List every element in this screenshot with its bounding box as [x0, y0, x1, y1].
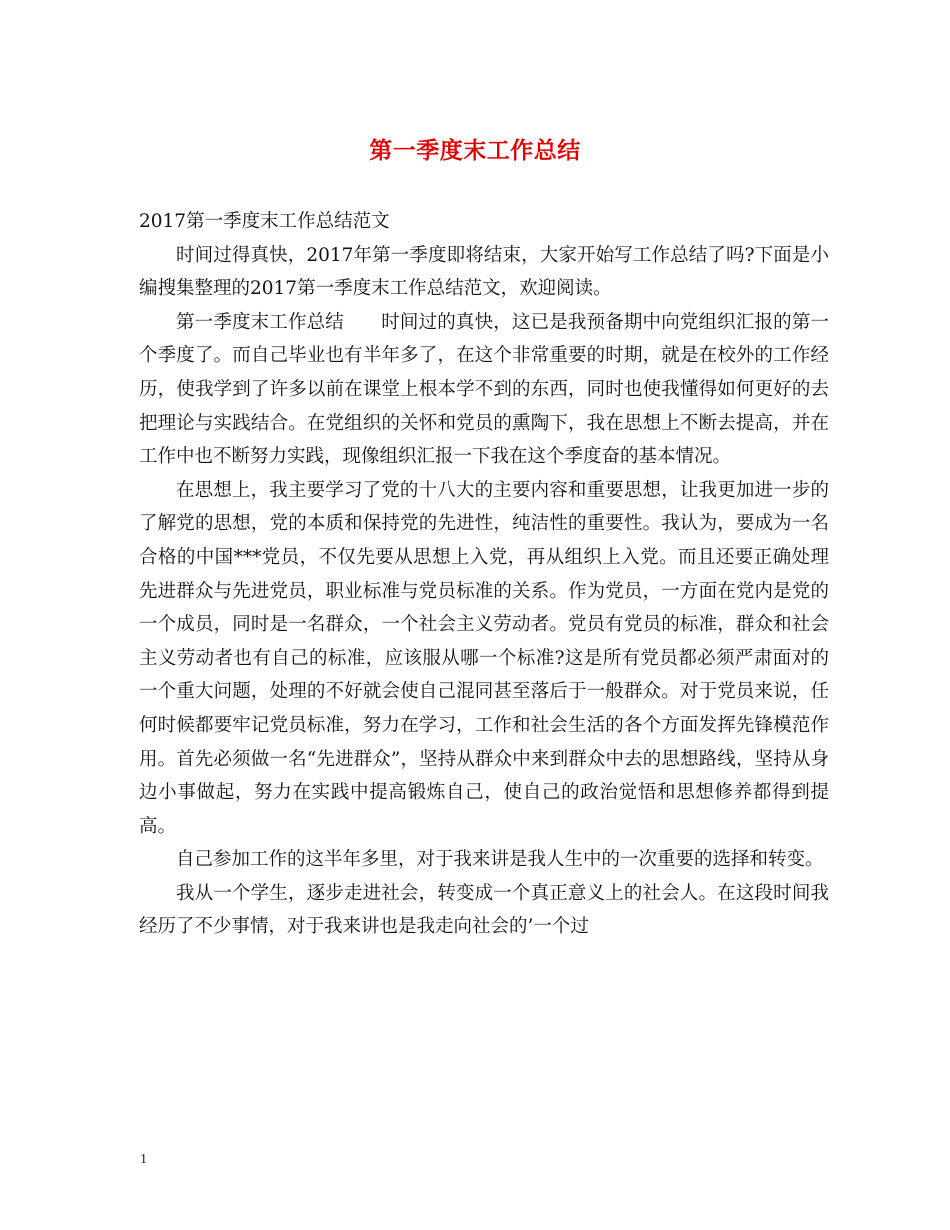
document-subtitle: 2017第一季度末工作总结范文: [139, 211, 390, 232]
paragraph-4: 自己参加工作的这半年多里，对于我来讲是我人生中的一次重要的选择和转变。: [176, 849, 824, 871]
paragraph-1: 时间过得真快，2017年第一季度即将结束，大家开始写工作总结了吗?下面是小编搜集整理的2017第一季度末工作总结范文，欢迎阅读。: [139, 244, 829, 300]
paragraph-3: 在思想上，我主要学习了党的十八大的主要内容和重要思想，让我更加进一步的了解党的思想，党的本质和保持党的先进性，纯洁性的重要性。我认为，要成为一名合格的中国***党员，不仅先要从思想上入党，再从组织上入党。而且还要正确处理先进群众与先进党员，职业标准与党员标准的关系。作为党员，一方面在党内是党的一个成员，同时是一名群众，一个社会主义劳动者。党员有党员的标准，群众和社会主义劳动者也有自己的标准，应该服从哪一个标准?这是所有党员都必须严肃面对的一个重大问题，处理的不好就会使自己混同甚至落后于一般群众。对于党员来说，任何时候都要牢记党员标准，努力在学习，工作和社会生活的各个方面发挥先锋模范作用。首先必须做一名“先进群众”，坚持从群众中来到群众中去的思想路线，坚持从身边小事做起，努力在实践中提高锻炼自己，使自己的政治觉悟和思想修养都得到提高。: [139, 479, 829, 837]
document-title: 第一季度末工作总结: [369, 137, 581, 164]
paragraph-2: 第一季度末工作总结 时间过的真快，这已是我预备期中向党组织汇报的第一个季度了。而自己毕业也有半年多了，在这个非常重要的时期，就是在校外的工作经历，使我学到了许多以前在课堂上根本学不到的东西，同时也使我懂得如何更好的去把理论与实践结合。在党组织的关怀和党员的熏陶下，我在思想上不断去提高，并在工作中也不断努力实践，现像组织汇报一下我在这个季度奋的基本情况。: [139, 311, 829, 468]
page-number: 1: [140, 1152, 147, 1167]
paragraph-5: 我从一个学生，逐步走进社会，转变成一个真正意义上的社会人。在这段时间我经历了不少事情，对于我来讲也是我走向社会的’一个过: [139, 882, 829, 938]
document-body: [139, 205, 829, 944]
